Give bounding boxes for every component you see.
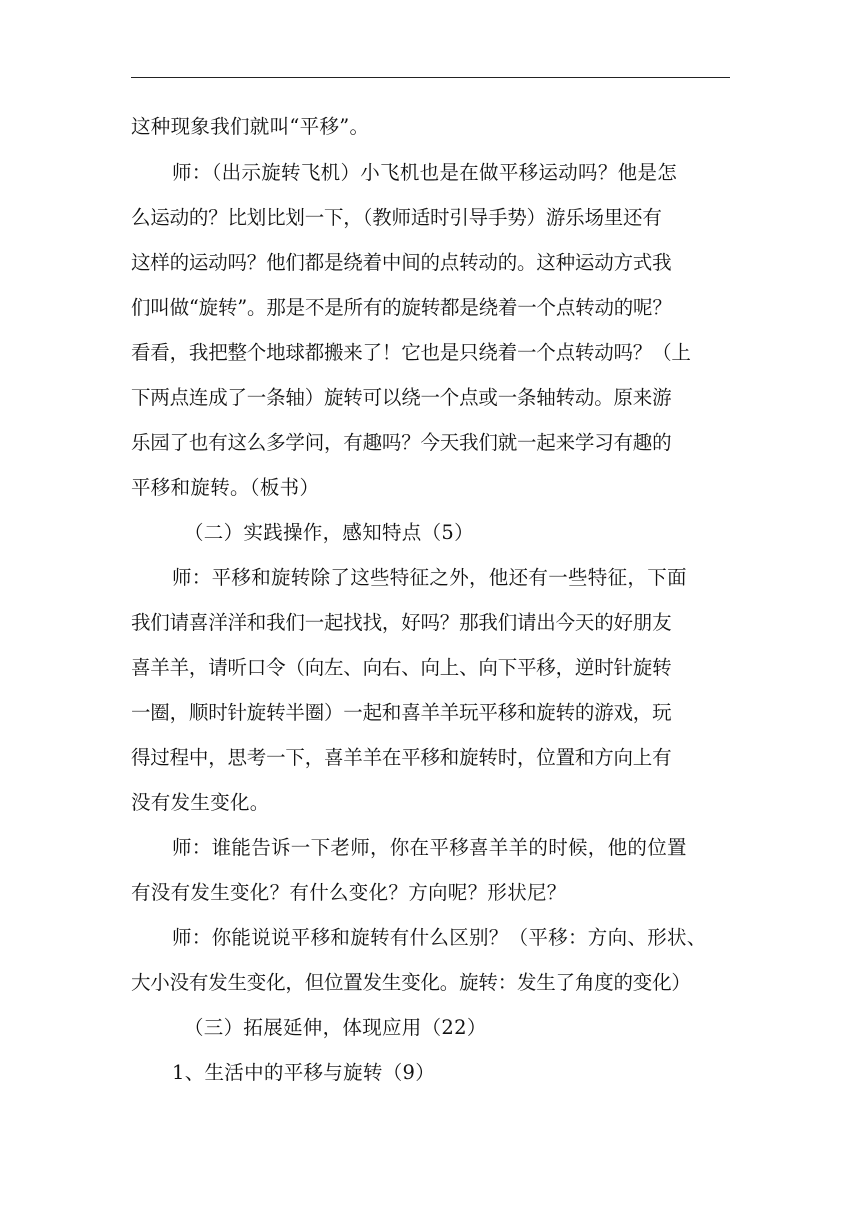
- text-line: 师：平移和旋转除了这些特征之外，他还有一些特征，下面: [172, 566, 687, 589]
- text-line: 么运动的？比划比划一下，（教师适时引导手势）游乐场里还有: [131, 206, 662, 229]
- header-rule: [131, 77, 730, 78]
- text-line: 师：（出示旋转飞机）小飞机也是在做平移运动吗？他是怎: [172, 161, 678, 184]
- text-line: 平移和旋转。（板书）: [131, 476, 320, 499]
- subsection-heading: 1、生活中的平移与旋转（9）: [172, 1061, 436, 1084]
- text-line: 们叫做“旋转”。那是不是所有的旋转都是绕着一个点转动的呢？: [131, 296, 672, 319]
- text-line: 我们请喜洋洋和我们一起找找，好吗？那我们请出今天的好朋友: [131, 611, 672, 634]
- section-heading: （二）实践操作，感知特点（5）: [184, 521, 474, 544]
- text-line: 大小没有发生变化，但位置发生变化。旋转：发生了角度的变化）: [131, 971, 691, 994]
- text-line: 这样的运动吗？他们都是绕着中间的点转动的。这种运动方式我: [131, 251, 672, 274]
- text-line: 得过程中，思考一下，喜羊羊在平移和旋转时，位置和方向上有: [131, 746, 672, 769]
- section-heading: （三）拓展延伸，体现应用（22）: [184, 1016, 487, 1039]
- text-line: 这种现象我们就叫“平移”。: [131, 115, 370, 138]
- text-line: 乐园了也有这么多学问，有趣吗？今天我们就一起来学习有趣的: [131, 431, 672, 454]
- text-line: 一圈，顺时针旋转半圈）一起和喜羊羊玩平移和旋转的游戏，玩: [131, 701, 672, 724]
- text-line: 喜羊羊，请听口令（向左、向右、向上、向下平移，逆时针旋转: [131, 656, 672, 679]
- text-line: 有没有发生变化？有什么变化？方向呢？形状尼？: [131, 881, 567, 904]
- text-line: 师：你能说说平移和旋转有什么区别？（平移：方向、形状、: [172, 926, 707, 949]
- text-line: 下两点连成了一条轴）旋转可以绕一个点或一条轴转动。原来游: [131, 386, 672, 409]
- text-line: 看看，我把整个地球都搬来了！它也是只绕着一个点转动吗？（上: [131, 341, 691, 364]
- text-line: 师：谁能告诉一下老师，你在平移喜羊羊的时候，他的位置: [172, 836, 687, 859]
- text-line: 没有发生变化。: [131, 791, 270, 814]
